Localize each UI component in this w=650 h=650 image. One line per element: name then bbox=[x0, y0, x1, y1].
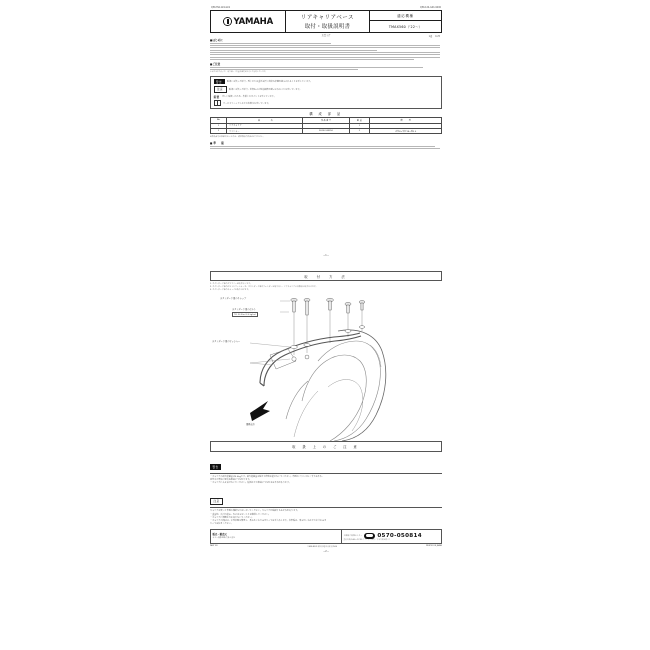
usage-caution-badge: 注意 bbox=[210, 498, 223, 505]
usage-warn-line-2: 走行中の車体に思わぬ事故につながります。 bbox=[210, 479, 252, 482]
callout-bolt: スタンダード車のボルト bbox=[232, 308, 256, 312]
manual-page bbox=[210, 6, 442, 646]
th-remark: 備 考 bbox=[370, 118, 442, 123]
install-step-3: 3. スタンダード車のキャップを取り付けます。 bbox=[210, 288, 250, 291]
legend-row-reference bbox=[214, 100, 439, 106]
usage-warn-line-3: ・キャリアに人を乗せないでください。転倒などの事故につながるおそれがあります。 bbox=[210, 482, 291, 485]
legend-row-warning bbox=[214, 79, 439, 84]
sales-heading: 販売・製造元 bbox=[212, 532, 227, 536]
install-step-1: 1. スタンダード車のグラブバーを取り外します。 bbox=[210, 282, 252, 285]
legend-text-caution: 取扱いを誤った場合、傷害および物的損害が想定されることを示しています。 bbox=[229, 88, 302, 91]
install-step-2: 2. スタンダード車のボルトとワッシャーで、スタンダード車のフェンダーを取り外し、リアキャリアに各部品に取り付けます。 bbox=[210, 285, 318, 288]
usage-caution-line-2: ・キャリアに無理な力を加えないでください。 bbox=[210, 517, 254, 520]
legend-row-important bbox=[214, 95, 439, 99]
symbol-legend-box bbox=[210, 76, 442, 109]
title-block bbox=[210, 10, 442, 33]
install-section bbox=[210, 271, 442, 291]
legend-text-important: 正しい取扱いのため、作業上のポイントを示しています。 bbox=[222, 96, 276, 98]
page-number-2: −2− bbox=[323, 550, 329, 554]
th-qty: 数 量 bbox=[349, 118, 370, 123]
intro-heading: ■はじめに bbox=[210, 39, 223, 42]
contact-label: お客様ご相談センター bbox=[343, 535, 363, 538]
cell-name: ワッシャー bbox=[227, 128, 303, 133]
front-direction-arrow bbox=[250, 401, 270, 421]
title-line-1: リアキャリアベース bbox=[300, 15, 355, 21]
purchase-label: お買上げ bbox=[321, 34, 331, 37]
sales-subheading: ヤマハ発動機販売株式会社 bbox=[212, 537, 236, 540]
title-line-2: 取付・取扱説明書 bbox=[304, 24, 351, 30]
prep-body bbox=[210, 146, 442, 149]
usage-caution-line-4: とってお拭きください。 bbox=[210, 523, 233, 526]
parts-table-note: ※部品番号が記載のないものは、補修部品の設定がありません。 bbox=[210, 136, 265, 139]
page-number-1: −1− bbox=[323, 254, 329, 258]
footer-block bbox=[210, 529, 442, 544]
notes-heading: ■ご注意 bbox=[210, 63, 221, 66]
prep-heading: ■ 準 備 bbox=[210, 142, 224, 146]
th-no: No. bbox=[211, 118, 227, 123]
usage-warning-badge: 警告 bbox=[210, 464, 221, 469]
brand-wordmark: YAMAHA bbox=[233, 16, 273, 27]
footer-address: 〒438-8501 静岡県磐田市新貝2500 bbox=[307, 546, 338, 549]
footer-right-code: PRINTED IN JAPAN bbox=[425, 545, 442, 548]
model-label: 適応機種 bbox=[397, 14, 414, 18]
book-icon bbox=[214, 100, 221, 106]
cell-partnumber: 90202-08250 bbox=[303, 128, 349, 133]
cell-no: 1 bbox=[211, 123, 227, 128]
usage-warn-line-1: ・キャリアの最大積載量は3.0kgです。最大積載量を超えて荷物を積まないでください。車両のバランスをくずすおそれ、 bbox=[210, 476, 324, 479]
footer-seller bbox=[211, 530, 341, 543]
legend-intro: 本書では次の表示で、取り扱い上の重要事項を区分して説明しています。 bbox=[210, 71, 268, 74]
table-row bbox=[211, 128, 442, 133]
usage-caution-head: キャリアを使って車両の傾斜などはしないでください。キャリアが破損するおそれがあります。 bbox=[210, 510, 300, 513]
contact-hours: 受付時間 9:00〜17:30（土・日・祝日、年末年始を除く） bbox=[343, 538, 392, 541]
brand-cell bbox=[211, 11, 286, 32]
th-partnumber: 部 品 番 号 bbox=[303, 118, 349, 123]
copies-label: 1部 0.25 bbox=[428, 35, 440, 38]
contact-phone-number[interactable]: 0570-050814 bbox=[377, 532, 422, 539]
cell-no: 2 bbox=[211, 128, 227, 133]
notes-body bbox=[210, 67, 442, 70]
legend-row-caution bbox=[214, 86, 439, 93]
cell-remark: 内径8×外径18×厚2.0 bbox=[370, 128, 442, 133]
parts-table-title: 構 成 部 品 bbox=[309, 111, 343, 116]
part-number-left: Q5K-YSK-124-G01 bbox=[211, 6, 231, 9]
th-name: 品 名 bbox=[227, 118, 303, 123]
part-number-right: Q5K-124-G01-9200 bbox=[420, 6, 441, 9]
cell-qty: 2 bbox=[349, 128, 370, 133]
footer-codes bbox=[210, 545, 442, 548]
parts-table bbox=[210, 117, 442, 134]
callout-cap: スタンダード車のキャップ bbox=[220, 297, 247, 301]
model-cell bbox=[370, 11, 441, 32]
yamaha-tuning-fork-icon bbox=[223, 17, 232, 26]
free-dial-icon bbox=[364, 533, 375, 539]
important-badge: 重要 bbox=[213, 95, 220, 99]
cell-name: リアキャリア bbox=[227, 123, 303, 128]
warning-badge: 警告 bbox=[214, 79, 225, 84]
install-title: 取 付 方 法 bbox=[210, 271, 442, 281]
usage-caution-line-3: ・キャリアの清掃は、中性洗剤を使用し、柔らかい布でふきとってお手入れします。洗車後は、柔らかい布などで水分をふき bbox=[210, 520, 327, 523]
usage-title: 取 扱 上 の ご 注 意 bbox=[210, 441, 442, 451]
footer-left-code: PART NO. bbox=[210, 545, 219, 548]
model-value: TMAX560（'22〜） bbox=[388, 25, 423, 29]
document-title-cell bbox=[286, 11, 370, 32]
footer-contact bbox=[341, 530, 441, 543]
intro-body bbox=[210, 43, 442, 61]
usage-section bbox=[210, 441, 442, 525]
cell-qty: 1 bbox=[349, 123, 370, 128]
usage-caution-line-1: ・重量物、長尺の積み、かさばらないことを確認してください。 bbox=[210, 514, 271, 517]
callout-washer: スタンダード車のワッシャー bbox=[212, 340, 241, 344]
legend-text-reference: サービスマニュアルなどの参照先を示しています。 bbox=[223, 102, 271, 105]
legend-text-warning: 取扱いを誤った場合、死亡または重傷を招く危険な状態が想定されることを示しています。 bbox=[227, 81, 313, 84]
front-direction-label: 車両前方 bbox=[246, 423, 255, 427]
caution-badge: 注意 bbox=[214, 86, 227, 93]
torque-spec-box: T.R. 30 N·m (3.0 kgf·m) bbox=[234, 313, 256, 316]
title-subrow bbox=[210, 33, 442, 38]
